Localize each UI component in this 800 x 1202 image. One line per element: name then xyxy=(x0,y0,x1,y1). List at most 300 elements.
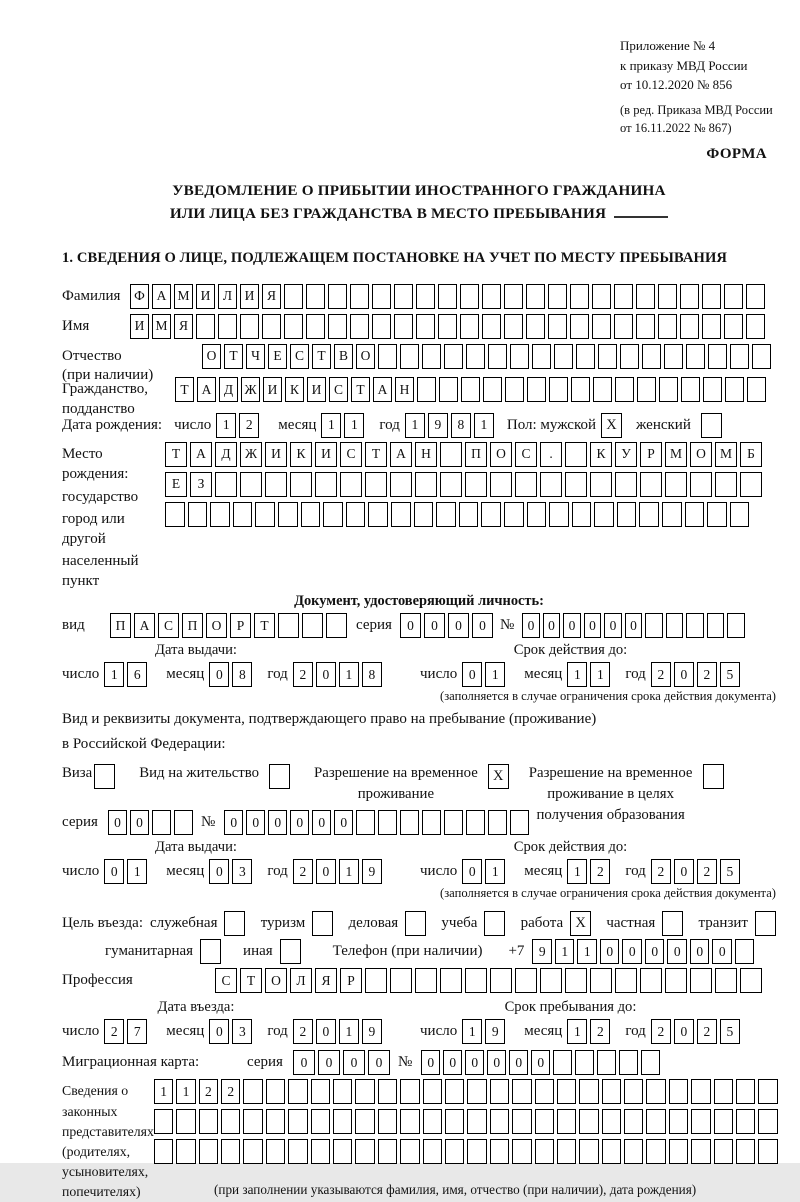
form-cell[interactable] xyxy=(540,472,562,497)
form-cell[interactable] xyxy=(702,314,721,339)
form-cell[interactable] xyxy=(727,613,745,638)
form-cell[interactable] xyxy=(548,314,567,339)
form-cell[interactable] xyxy=(691,1079,710,1104)
form-cell[interactable] xyxy=(490,1079,509,1104)
form-cell[interactable] xyxy=(690,968,712,993)
form-cell[interactable] xyxy=(602,1109,621,1134)
form-cell[interactable] xyxy=(553,1050,572,1075)
form-cell[interactable] xyxy=(504,284,523,309)
form-cell[interactable] xyxy=(510,810,529,835)
temp-residence-checkbox[interactable]: X xyxy=(488,764,509,789)
form-cell[interactable] xyxy=(350,284,369,309)
form-cell[interactable]: 0 xyxy=(509,1050,528,1075)
form-cell[interactable]: 0 xyxy=(368,1050,390,1075)
form-cell[interactable]: 8 xyxy=(362,662,382,687)
form-cell[interactable] xyxy=(255,502,275,527)
form-cell[interactable] xyxy=(356,810,375,835)
purpose-business-checkbox[interactable] xyxy=(405,911,426,936)
form-cell[interactable]: Т xyxy=(365,442,387,467)
form-cell[interactable]: 1 xyxy=(344,413,364,438)
form-cell[interactable]: 2 xyxy=(239,413,259,438)
form-cell[interactable] xyxy=(565,472,587,497)
form-cell[interactable] xyxy=(736,1079,755,1104)
form-cell[interactable]: 0 xyxy=(543,613,561,638)
form-cell[interactable] xyxy=(266,1079,285,1104)
form-cell[interactable] xyxy=(400,1139,419,1164)
form-cell[interactable] xyxy=(372,314,391,339)
form-cell[interactable] xyxy=(597,1050,616,1075)
form-cell[interactable] xyxy=(372,284,391,309)
form-cell[interactable] xyxy=(438,284,457,309)
form-cell[interactable]: 2 xyxy=(697,1019,717,1044)
form-cell[interactable]: 0 xyxy=(421,1050,440,1075)
form-cell[interactable] xyxy=(515,472,537,497)
form-cell[interactable] xyxy=(176,1139,195,1164)
sex-male-checkbox[interactable]: X xyxy=(601,413,622,438)
form-cell[interactable] xyxy=(565,442,587,467)
form-cell[interactable]: 1 xyxy=(127,859,147,884)
form-cell[interactable]: 0 xyxy=(667,939,687,964)
form-cell[interactable] xyxy=(615,968,637,993)
form-cell[interactable]: Т xyxy=(254,613,275,638)
form-cell[interactable] xyxy=(724,284,743,309)
form-cell[interactable] xyxy=(619,1050,638,1075)
form-cell[interactable]: 8 xyxy=(451,413,471,438)
form-cell[interactable]: 0 xyxy=(645,939,665,964)
form-cell[interactable]: 0 xyxy=(600,939,620,964)
form-cell[interactable]: 0 xyxy=(448,613,469,638)
form-cell[interactable] xyxy=(378,810,397,835)
form-cell[interactable] xyxy=(165,502,185,527)
form-cell[interactable]: 0 xyxy=(343,1050,365,1075)
form-cell[interactable]: 8 xyxy=(232,662,252,687)
form-cell[interactable]: 0 xyxy=(674,1019,694,1044)
form-cell[interactable]: Я xyxy=(174,314,193,339)
form-cell[interactable]: З xyxy=(190,472,212,497)
form-cell[interactable]: С xyxy=(515,442,537,467)
form-cell[interactable]: Е xyxy=(165,472,187,497)
form-cell[interactable] xyxy=(306,284,325,309)
form-cell[interactable] xyxy=(378,1079,397,1104)
form-cell[interactable]: 0 xyxy=(462,859,482,884)
form-cell[interactable] xyxy=(659,377,678,402)
form-cell[interactable] xyxy=(302,613,323,638)
form-cell[interactable]: И xyxy=(240,284,259,309)
form-cell[interactable] xyxy=(505,377,524,402)
form-cell[interactable]: 1 xyxy=(104,662,124,687)
form-cell[interactable] xyxy=(240,314,259,339)
form-cell[interactable]: 0 xyxy=(522,613,540,638)
form-cell[interactable] xyxy=(662,502,682,527)
form-cell[interactable]: 9 xyxy=(362,1019,382,1044)
form-cell[interactable]: 0 xyxy=(712,939,732,964)
form-cell[interactable]: Р xyxy=(340,968,362,993)
form-cell[interactable] xyxy=(666,613,684,638)
form-cell[interactable] xyxy=(265,472,287,497)
form-cell[interactable] xyxy=(714,1109,733,1134)
form-cell[interactable]: 0 xyxy=(531,1050,550,1075)
form-cell[interactable] xyxy=(593,377,612,402)
form-cell[interactable]: 2 xyxy=(590,859,610,884)
form-cell[interactable]: 7 xyxy=(127,1019,147,1044)
form-cell[interactable] xyxy=(323,502,343,527)
form-cell[interactable]: 0 xyxy=(563,613,581,638)
form-cell[interactable]: 1 xyxy=(462,1019,482,1044)
form-cell[interactable] xyxy=(465,968,487,993)
form-cell[interactable]: К xyxy=(285,377,304,402)
form-cell[interactable] xyxy=(284,284,303,309)
form-cell[interactable] xyxy=(278,502,298,527)
form-cell[interactable] xyxy=(414,502,434,527)
form-cell[interactable]: Ф xyxy=(130,284,149,309)
form-cell[interactable] xyxy=(617,502,637,527)
form-cell[interactable] xyxy=(445,1079,464,1104)
form-cell[interactable] xyxy=(439,377,458,402)
form-cell[interactable]: 2 xyxy=(590,1019,610,1044)
form-cell[interactable]: 0 xyxy=(246,810,265,835)
purpose-official-checkbox[interactable] xyxy=(224,911,245,936)
form-cell[interactable] xyxy=(390,472,412,497)
form-cell[interactable] xyxy=(730,344,749,369)
form-cell[interactable]: С xyxy=(215,968,237,993)
form-cell[interactable] xyxy=(288,1109,307,1134)
form-cell[interactable]: 0 xyxy=(209,859,229,884)
form-cell[interactable] xyxy=(196,314,215,339)
form-cell[interactable]: 0 xyxy=(674,859,694,884)
form-cell[interactable] xyxy=(746,314,765,339)
form-cell[interactable] xyxy=(176,1109,195,1134)
form-cell[interactable] xyxy=(416,284,435,309)
form-cell[interactable] xyxy=(306,314,325,339)
form-cell[interactable] xyxy=(526,314,545,339)
form-cell[interactable]: 1 xyxy=(176,1079,195,1104)
form-cell[interactable]: 2 xyxy=(199,1079,218,1104)
form-cell[interactable]: 1 xyxy=(474,413,494,438)
form-cell[interactable]: Е xyxy=(268,344,287,369)
form-cell[interactable] xyxy=(758,1079,777,1104)
form-cell[interactable]: 0 xyxy=(209,1019,229,1044)
form-cell[interactable]: 0 xyxy=(400,613,421,638)
form-cell[interactable] xyxy=(445,1139,464,1164)
form-cell[interactable] xyxy=(708,344,727,369)
form-cell[interactable] xyxy=(602,1079,621,1104)
form-cell[interactable]: 1 xyxy=(590,662,610,687)
form-cell[interactable] xyxy=(482,284,501,309)
form-cell[interactable]: О xyxy=(202,344,221,369)
form-cell[interactable] xyxy=(579,1139,598,1164)
residence-permit-checkbox[interactable] xyxy=(269,764,290,789)
form-cell[interactable]: 0 xyxy=(316,662,336,687)
form-cell[interactable]: 0 xyxy=(443,1050,462,1075)
form-cell[interactable] xyxy=(440,472,462,497)
form-cell[interactable] xyxy=(703,377,722,402)
form-cell[interactable]: Я xyxy=(315,968,337,993)
form-cell[interactable] xyxy=(355,1139,374,1164)
form-cell[interactable] xyxy=(311,1109,330,1134)
form-cell[interactable]: А xyxy=(390,442,412,467)
form-cell[interactable]: 2 xyxy=(651,1019,671,1044)
form-cell[interactable]: И xyxy=(265,442,287,467)
form-cell[interactable]: И xyxy=(196,284,215,309)
form-cell[interactable]: 0 xyxy=(130,810,149,835)
form-cell[interactable] xyxy=(438,314,457,339)
form-cell[interactable] xyxy=(240,472,262,497)
form-cell[interactable] xyxy=(707,502,727,527)
form-cell[interactable] xyxy=(243,1109,262,1134)
form-cell[interactable] xyxy=(615,472,637,497)
form-cell[interactable] xyxy=(669,1079,688,1104)
form-cell[interactable] xyxy=(665,968,687,993)
form-cell[interactable] xyxy=(614,284,633,309)
form-cell[interactable] xyxy=(391,502,411,527)
form-cell[interactable] xyxy=(466,810,485,835)
form-cell[interactable] xyxy=(512,1079,531,1104)
form-cell[interactable]: П xyxy=(110,613,131,638)
form-cell[interactable]: 0 xyxy=(674,662,694,687)
form-cell[interactable]: 2 xyxy=(651,859,671,884)
form-cell[interactable] xyxy=(590,968,612,993)
form-cell[interactable] xyxy=(288,1139,307,1164)
form-cell[interactable] xyxy=(290,472,312,497)
form-cell[interactable] xyxy=(526,284,545,309)
form-cell[interactable]: Т xyxy=(175,377,194,402)
form-cell[interactable]: В xyxy=(334,344,353,369)
form-cell[interactable] xyxy=(690,472,712,497)
form-cell[interactable] xyxy=(152,810,171,835)
form-cell[interactable] xyxy=(624,1109,643,1134)
form-cell[interactable] xyxy=(365,472,387,497)
form-cell[interactable] xyxy=(460,284,479,309)
form-cell[interactable] xyxy=(747,377,766,402)
form-cell[interactable] xyxy=(736,1139,755,1164)
form-cell[interactable]: К xyxy=(590,442,612,467)
form-cell[interactable]: Т xyxy=(312,344,331,369)
form-cell[interactable] xyxy=(400,1079,419,1104)
form-cell[interactable]: . xyxy=(540,442,562,467)
form-cell[interactable] xyxy=(740,968,762,993)
form-cell[interactable] xyxy=(416,314,435,339)
form-cell[interactable]: 0 xyxy=(334,810,353,835)
form-cell[interactable] xyxy=(333,1139,352,1164)
form-cell[interactable]: 5 xyxy=(720,662,740,687)
form-cell[interactable]: 0 xyxy=(584,613,602,638)
form-cell[interactable]: 1 xyxy=(485,859,505,884)
form-cell[interactable] xyxy=(590,472,612,497)
form-cell[interactable] xyxy=(592,284,611,309)
form-cell[interactable] xyxy=(365,968,387,993)
form-cell[interactable] xyxy=(346,502,366,527)
form-cell[interactable]: Л xyxy=(290,968,312,993)
form-cell[interactable] xyxy=(390,968,412,993)
form-cell[interactable]: Я xyxy=(262,284,281,309)
form-cell[interactable] xyxy=(758,1139,777,1164)
form-cell[interactable]: С xyxy=(158,613,179,638)
form-cell[interactable]: Д xyxy=(215,442,237,467)
form-cell[interactable] xyxy=(423,1079,442,1104)
form-cell[interactable]: Ч xyxy=(246,344,265,369)
form-cell[interactable] xyxy=(549,502,569,527)
form-cell[interactable] xyxy=(315,472,337,497)
form-cell[interactable] xyxy=(174,810,193,835)
form-cell[interactable] xyxy=(488,344,507,369)
form-cell[interactable] xyxy=(646,1139,665,1164)
form-cell[interactable] xyxy=(724,314,743,339)
form-cell[interactable] xyxy=(685,502,705,527)
form-cell[interactable]: И xyxy=(130,314,149,339)
form-cell[interactable] xyxy=(592,314,611,339)
form-cell[interactable] xyxy=(512,1139,531,1164)
form-cell[interactable] xyxy=(328,284,347,309)
form-cell[interactable]: М xyxy=(665,442,687,467)
form-cell[interactable] xyxy=(482,314,501,339)
form-cell[interactable] xyxy=(415,472,437,497)
sex-female-checkbox[interactable] xyxy=(701,413,722,438)
form-cell[interactable] xyxy=(641,1050,660,1075)
form-cell[interactable] xyxy=(400,344,419,369)
form-cell[interactable]: 1 xyxy=(567,662,587,687)
form-cell[interactable] xyxy=(575,1050,594,1075)
form-cell[interactable] xyxy=(400,1109,419,1134)
form-cell[interactable] xyxy=(535,1079,554,1104)
form-cell[interactable] xyxy=(154,1109,173,1134)
form-cell[interactable]: 2 xyxy=(104,1019,124,1044)
form-cell[interactable]: 0 xyxy=(104,859,124,884)
form-cell[interactable] xyxy=(752,344,771,369)
form-cell[interactable]: Т xyxy=(224,344,243,369)
form-cell[interactable]: 0 xyxy=(472,613,493,638)
form-cell[interactable] xyxy=(301,502,321,527)
form-cell[interactable] xyxy=(221,1139,240,1164)
form-cell[interactable]: 9 xyxy=(362,859,382,884)
form-cell[interactable] xyxy=(218,314,237,339)
form-cell[interactable]: 9 xyxy=(485,1019,505,1044)
form-cell[interactable] xyxy=(488,810,507,835)
form-cell[interactable] xyxy=(691,1109,710,1134)
form-cell[interactable]: Д xyxy=(219,377,238,402)
form-cell[interactable]: А xyxy=(190,442,212,467)
form-cell[interactable] xyxy=(758,1109,777,1134)
form-cell[interactable]: С xyxy=(290,344,309,369)
form-cell[interactable]: И xyxy=(263,377,282,402)
form-cell[interactable] xyxy=(598,344,617,369)
form-cell[interactable]: 1 xyxy=(485,662,505,687)
form-cell[interactable] xyxy=(594,502,614,527)
form-cell[interactable]: 2 xyxy=(293,1019,313,1044)
form-cell[interactable] xyxy=(504,314,523,339)
form-cell[interactable] xyxy=(355,1109,374,1134)
form-cell[interactable] xyxy=(210,502,230,527)
purpose-tourism-checkbox[interactable] xyxy=(312,911,333,936)
purpose-humanitarian-checkbox[interactable] xyxy=(200,939,221,964)
form-cell[interactable] xyxy=(326,613,347,638)
form-cell[interactable] xyxy=(328,314,347,339)
form-cell[interactable] xyxy=(615,377,634,402)
form-cell[interactable] xyxy=(702,284,721,309)
form-cell[interactable] xyxy=(483,377,502,402)
form-cell[interactable]: 0 xyxy=(487,1050,506,1075)
form-cell[interactable] xyxy=(554,344,573,369)
form-cell[interactable]: К xyxy=(290,442,312,467)
visa-checkbox[interactable] xyxy=(94,764,115,789)
form-cell[interactable]: И xyxy=(315,442,337,467)
form-cell[interactable] xyxy=(461,377,480,402)
form-cell[interactable]: 1 xyxy=(567,1019,587,1044)
form-cell[interactable] xyxy=(715,472,737,497)
form-cell[interactable] xyxy=(262,314,281,339)
form-cell[interactable] xyxy=(466,344,485,369)
form-cell[interactable]: А xyxy=(197,377,216,402)
form-cell[interactable] xyxy=(725,377,744,402)
form-cell[interactable]: 3 xyxy=(232,859,252,884)
form-cell[interactable] xyxy=(333,1109,352,1134)
form-cell[interactable] xyxy=(680,314,699,339)
purpose-work-checkbox[interactable]: X xyxy=(570,911,591,936)
form-cell[interactable] xyxy=(576,344,595,369)
form-cell[interactable] xyxy=(481,502,501,527)
form-cell[interactable] xyxy=(490,1139,509,1164)
form-cell[interactable] xyxy=(614,314,633,339)
form-cell[interactable]: О xyxy=(206,613,227,638)
form-cell[interactable]: 0 xyxy=(316,859,336,884)
form-cell[interactable] xyxy=(467,1079,486,1104)
form-cell[interactable]: 0 xyxy=(318,1050,340,1075)
form-cell[interactable] xyxy=(714,1079,733,1104)
form-cell[interactable] xyxy=(394,284,413,309)
form-cell[interactable]: 2 xyxy=(697,859,717,884)
form-cell[interactable]: Л xyxy=(218,284,237,309)
form-cell[interactable] xyxy=(740,472,762,497)
form-cell[interactable] xyxy=(311,1139,330,1164)
form-cell[interactable]: 0 xyxy=(268,810,287,835)
form-cell[interactable] xyxy=(707,613,725,638)
form-cell[interactable] xyxy=(400,810,419,835)
form-cell[interactable]: О xyxy=(690,442,712,467)
form-cell[interactable]: О xyxy=(265,968,287,993)
form-cell[interactable] xyxy=(532,344,551,369)
form-cell[interactable]: 1 xyxy=(339,662,359,687)
form-cell[interactable] xyxy=(548,284,567,309)
form-cell[interactable] xyxy=(490,968,512,993)
form-cell[interactable]: 2 xyxy=(221,1079,240,1104)
form-cell[interactable]: А xyxy=(152,284,171,309)
form-cell[interactable] xyxy=(378,1139,397,1164)
form-cell[interactable] xyxy=(691,1139,710,1164)
form-cell[interactable] xyxy=(215,472,237,497)
form-cell[interactable]: 9 xyxy=(532,939,552,964)
form-cell[interactable]: 1 xyxy=(555,939,575,964)
form-cell[interactable] xyxy=(636,314,655,339)
form-cell[interactable] xyxy=(646,1109,665,1134)
form-cell[interactable] xyxy=(658,314,677,339)
form-cell[interactable]: 0 xyxy=(209,662,229,687)
form-cell[interactable] xyxy=(565,968,587,993)
form-cell[interactable] xyxy=(557,1139,576,1164)
form-cell[interactable] xyxy=(535,1109,554,1134)
form-cell[interactable]: Н xyxy=(415,442,437,467)
form-cell[interactable]: М xyxy=(715,442,737,467)
form-cell[interactable] xyxy=(646,1079,665,1104)
form-cell[interactable] xyxy=(417,377,436,402)
form-cell[interactable] xyxy=(602,1139,621,1164)
form-cell[interactable] xyxy=(579,1109,598,1134)
form-cell[interactable]: 6 xyxy=(127,662,147,687)
form-cell[interactable]: 0 xyxy=(293,1050,315,1075)
form-cell[interactable] xyxy=(465,472,487,497)
form-cell[interactable]: 2 xyxy=(293,662,313,687)
form-cell[interactable]: С xyxy=(340,442,362,467)
form-cell[interactable] xyxy=(637,377,656,402)
form-cell[interactable] xyxy=(423,1109,442,1134)
